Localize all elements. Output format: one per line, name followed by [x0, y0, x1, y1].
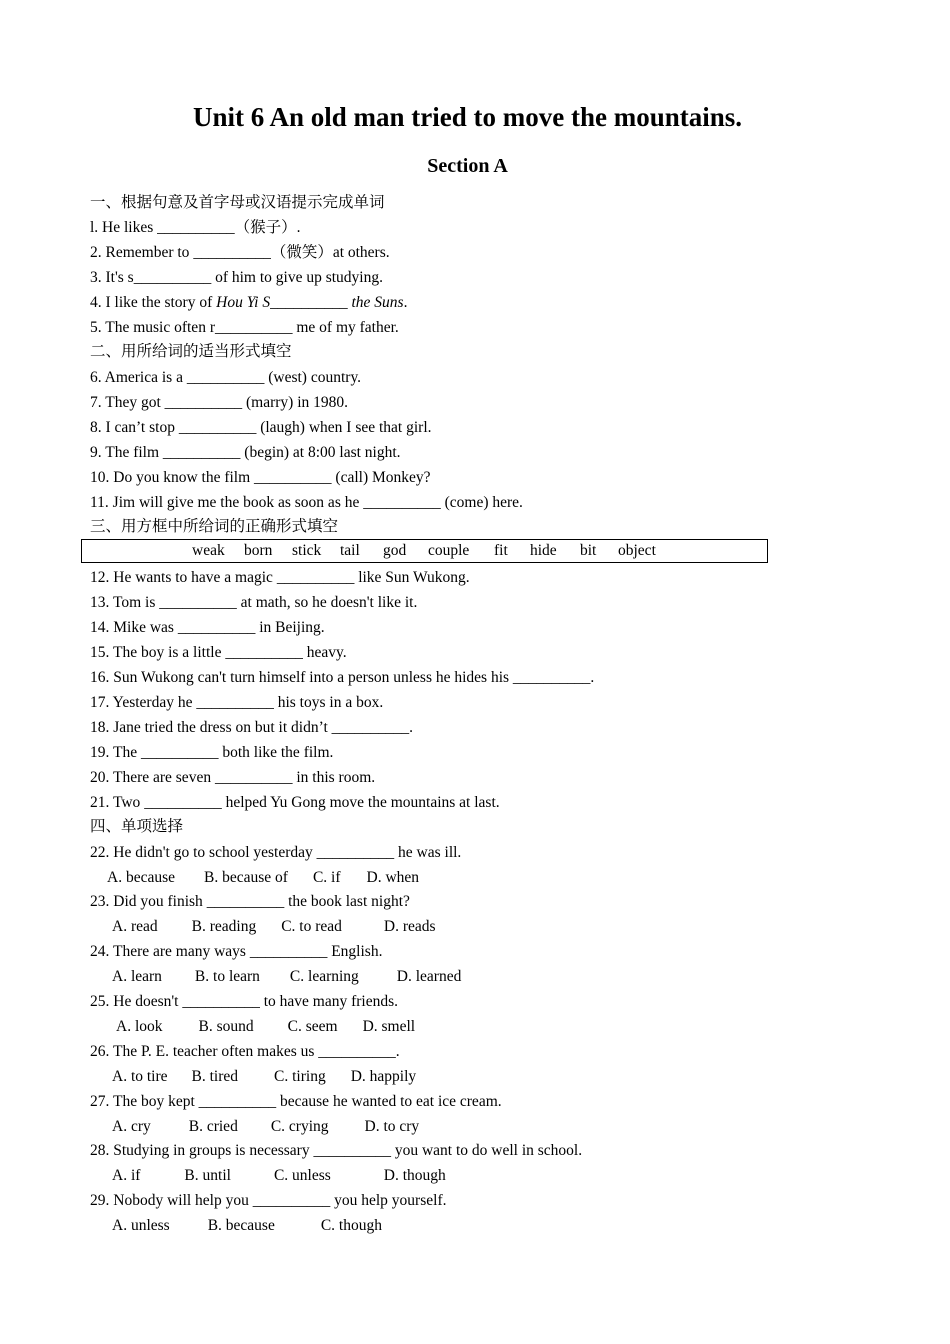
question-12 [90, 566, 470, 590]
answer-blank: __________ [318, 1043, 396, 1060]
question-4 [90, 291, 407, 315]
option: D. smell [362, 1018, 416, 1035]
answer-blank: __________ [276, 569, 355, 586]
answer-blank: __________ [196, 694, 274, 711]
part4-heading: 四、单项选择 [90, 818, 184, 835]
question-text: 24. There are many ways [90, 943, 250, 960]
answer-blank: __________ [313, 1142, 391, 1159]
question-text: (marry) in 1980. [242, 394, 349, 411]
question-text: you help yourself. [330, 1192, 447, 1209]
part3-heading: 三、用方框中所给词的正确形式填空 [90, 518, 339, 535]
question-5 [90, 316, 399, 340]
option: B. until [184, 1167, 231, 1184]
question-text: both like the film. [218, 744, 334, 761]
option: A. look [116, 1018, 163, 1035]
answer-blank: __________ [270, 294, 348, 311]
question-text: English. [327, 943, 383, 960]
question-text: 29. Nobody will help you [90, 1192, 253, 1209]
question-text: the Suns [351, 294, 404, 311]
question-text: . [395, 1043, 400, 1060]
answer-blank: __________ [225, 644, 303, 661]
question-text: in Beijing. [255, 619, 325, 636]
question-text: (laugh) when I see that girl. [256, 419, 432, 436]
question-text: 21. Two [90, 794, 145, 811]
option: D. when [366, 869, 420, 886]
answer-blank: __________ [186, 369, 265, 386]
question-28 [90, 1139, 582, 1163]
answer-blank: __________ [133, 269, 212, 286]
question-text: 17. Yesterday he [90, 694, 197, 711]
question-text: l. He likes [90, 219, 158, 236]
question-text: his toys in a box. [273, 694, 384, 711]
word-box-item: weak [192, 542, 225, 559]
word-box-item: god [383, 542, 407, 559]
word-box [81, 539, 768, 563]
question-text: 7. They got [90, 394, 165, 411]
answer-blank: __________ [144, 794, 222, 811]
question-15 [90, 641, 347, 665]
question-1 [90, 216, 301, 240]
question-10 [90, 466, 431, 490]
answer-blank: __________ [249, 943, 328, 960]
option: D. though [383, 1167, 446, 1184]
question-text: 4. I like the story of [90, 294, 217, 311]
question-26 [90, 1040, 400, 1064]
question-21 [90, 791, 500, 815]
question-text: 2. Remember to [90, 244, 194, 261]
options-26 [112, 1065, 416, 1089]
options-25 [116, 1015, 415, 1039]
section-title: Section A [427, 155, 508, 177]
question-text: like Sun Wukong. [354, 569, 470, 586]
question-2 [90, 241, 390, 265]
option: B. tired [191, 1068, 239, 1085]
question-text: （微笑）at others. [270, 244, 390, 261]
options-24 [112, 965, 461, 989]
question-17 [90, 691, 383, 715]
option: A. unless [112, 1217, 170, 1234]
option: C. to read [281, 918, 342, 935]
option: A. to tire [112, 1068, 168, 1085]
question-text: (call) Monkey? [331, 469, 431, 486]
option: B. cried [188, 1118, 238, 1135]
question-text: (west) country. [264, 369, 362, 386]
question-text: the book last night? [284, 893, 410, 910]
question-text: 25. He doesn't [90, 993, 183, 1010]
option: B. to learn [194, 968, 260, 985]
question-text: 13. Tom is [90, 594, 160, 611]
question-text: 8. I can’t stop [90, 419, 179, 436]
question-text: he was ill. [394, 844, 462, 861]
answer-blank: __________ [159, 594, 237, 611]
answer-blank: __________ [178, 419, 257, 436]
question-text: . [403, 294, 408, 311]
answer-blank: __________ [214, 319, 293, 336]
options-22 [107, 866, 419, 890]
question-text: (come) here. [440, 494, 523, 511]
options-29 [112, 1214, 382, 1238]
question-text: 14. Mike was [90, 619, 178, 636]
option: A. because [107, 869, 175, 886]
question-18 [90, 716, 413, 740]
question-text: （猴子）. [234, 219, 301, 236]
question-text: 15. The boy is a little [90, 644, 226, 661]
question-25 [90, 990, 398, 1014]
option: B. reading [191, 918, 257, 935]
question-7 [90, 391, 348, 415]
question-16 [90, 666, 594, 690]
answer-blank: __________ [331, 719, 410, 736]
question-text: 12. He wants to have a magic [90, 569, 277, 586]
option: C. if [312, 869, 341, 886]
question-24 [90, 940, 382, 964]
question-text: 6. America is a [90, 369, 187, 386]
question-text: 20. There are seven [90, 769, 215, 786]
question-text: (begin) at 8:00 last night. [240, 444, 401, 461]
answer-blank: __________ [162, 444, 241, 461]
options-27 [112, 1115, 419, 1139]
question-text: 23. Did you finish [90, 893, 207, 910]
question-text: . [409, 719, 414, 736]
question-19 [90, 741, 333, 765]
answer-blank: __________ [214, 769, 293, 786]
option: C. crying [270, 1118, 329, 1135]
answer-blank: __________ [254, 469, 332, 486]
question-text: you want to do well in school. [390, 1142, 583, 1159]
word-box-item: stick [292, 542, 322, 559]
word-box-item: couple [428, 542, 470, 559]
page-title: Unit 6 An old man tried to move the mountains. [192, 102, 743, 132]
question-text: me of my father. [292, 319, 399, 336]
question-text: 3. It's s [90, 269, 134, 286]
option: A. read [112, 918, 158, 935]
option: D. to cry [364, 1118, 420, 1135]
question-text: helped Yu Gong move the mountains at last. [221, 794, 500, 811]
question-text: 26. The P. E. teacher often makes us [90, 1043, 319, 1060]
option: A. if [112, 1167, 141, 1184]
option: B. because [207, 1217, 275, 1234]
answer-blank: __________ [182, 993, 260, 1010]
answer-blank: __________ [206, 893, 285, 910]
question-text: 10. Do you know the film [90, 469, 255, 486]
question-11 [90, 491, 523, 515]
question-text: 27. The boy kept [90, 1093, 199, 1110]
question-3 [90, 266, 383, 290]
word-box-item: bit [580, 542, 597, 559]
option: C. unless [273, 1167, 331, 1184]
question-14 [90, 616, 325, 640]
question-text: 18. Jane tried the dress on but it didn’t [90, 719, 332, 736]
options-23 [112, 915, 436, 939]
option: D. reads [383, 918, 436, 935]
answer-blank: __________ [198, 1093, 277, 1110]
question-23 [90, 890, 410, 914]
option: C. seem [287, 1018, 338, 1035]
word-box-item: hide [530, 542, 557, 559]
question-20 [90, 766, 375, 790]
question-text: 11. Jim will give me the book as soon as he [90, 494, 364, 511]
option: D. learned [396, 968, 462, 985]
question-8 [90, 416, 432, 440]
option: A. learn [112, 968, 162, 985]
option: A. cry [112, 1118, 151, 1135]
question-22 [90, 841, 461, 865]
question-text: 22. He didn't go to school yesterday [90, 844, 317, 861]
option: D. happily [350, 1068, 417, 1085]
question-29 [90, 1189, 446, 1213]
option: C. tiring [274, 1068, 326, 1085]
question-text: of him to give up studying. [211, 269, 383, 286]
question-text: 9. The film [90, 444, 163, 461]
answer-blank: __________ [252, 1192, 331, 1209]
question-text: . [590, 669, 595, 686]
question-27 [90, 1090, 502, 1114]
question-text: heavy. [302, 644, 347, 661]
answer-blank: __________ [512, 669, 591, 686]
question-text: in this room. [292, 769, 376, 786]
question-9 [90, 441, 401, 465]
question-text: 16. Sun Wukong can't turn himself into a person unless he hides his [90, 669, 513, 686]
answer-blank: __________ [316, 844, 395, 861]
options-28 [112, 1164, 446, 1188]
word-box-item: fit [494, 542, 508, 559]
answer-blank: __________ [164, 394, 243, 411]
question-text: 5. The music often r [90, 319, 215, 336]
option: B. sound [198, 1018, 254, 1035]
question-text: at math, so he doesn't like it. [236, 594, 418, 611]
option: C. learning [289, 968, 359, 985]
question-text: Hou Yi S [216, 294, 271, 311]
answer-blank: __________ [193, 244, 271, 261]
part1-heading: 一、根据句意及首字母或汉语提示完成单词 [90, 194, 385, 211]
option: C. though [320, 1217, 382, 1234]
answer-blank: __________ [157, 219, 235, 236]
question-text: 28. Studying in groups is necessary [90, 1142, 314, 1159]
word-box-item: tail [340, 542, 360, 559]
part2-heading: 二、用所给词的适当形式填空 [90, 343, 292, 360]
question-6 [90, 366, 361, 390]
answer-blank: __________ [140, 744, 219, 761]
word-box-item: born [244, 542, 273, 559]
option: B. because of [204, 869, 288, 886]
question-text: 19. The [90, 744, 141, 761]
question-13 [90, 591, 417, 615]
answer-blank: __________ [177, 619, 256, 636]
question-text: to have many friends. [259, 993, 399, 1010]
word-box-item: object [618, 542, 656, 559]
question-text: because he wanted to eat ice cream. [276, 1093, 502, 1110]
answer-blank: __________ [363, 494, 441, 511]
